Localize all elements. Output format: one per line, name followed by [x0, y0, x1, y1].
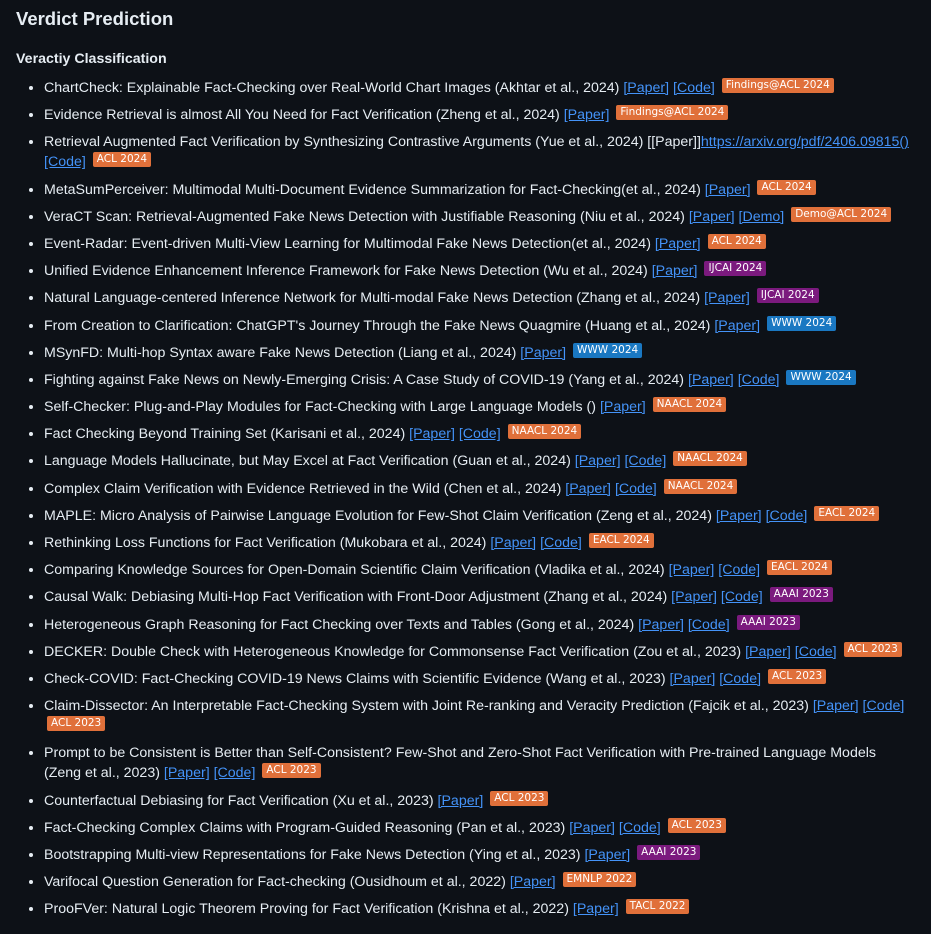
paper-link[interactable]: [Paper] — [572, 901, 619, 918]
venue-badge: AAAI 2023 — [770, 587, 833, 602]
paper-title: Causal Walk: Debiasing Multi-Hop Fact Verification with Front-Door Adjustment (Zhang et al., 2024) — [44, 589, 668, 606]
paper-title: Heterogeneous Graph Reasoning for Fact Checking over Texts and Tables (Gong et al., 2024) — [44, 616, 635, 633]
code-link[interactable]: [Code] — [794, 643, 837, 660]
paper-list-item — [44, 899, 915, 919]
venue-badge: EACL 2024 — [589, 533, 654, 548]
paper-link[interactable]: [Paper] — [669, 670, 716, 687]
paper-title: Rethinking Loss Functions for Fact Verification (Mukobara et al., 2024) — [44, 535, 487, 551]
paper-link[interactable]: [Paper] — [599, 399, 646, 416]
venue-badge: Demo@ACL 2024 — [791, 207, 891, 222]
code-link[interactable]: [Code] — [618, 819, 661, 836]
paper-title: Bootstrapping Multi-view Representations for Fake News Detection (Ying et al., 2023) — [44, 846, 581, 863]
venue-badge: EMNLP 2022 — [563, 872, 637, 887]
code-link[interactable]: [Code] — [614, 480, 657, 497]
paper-title: MAPLE: Micro Analysis of Pairwise Language Evolution for Few-Shot Claim Verification (Zeng et al., 2024) — [44, 507, 712, 524]
venue-badge: TACL 2022 — [626, 899, 690, 914]
venue-badge: ACL 2023 — [490, 791, 548, 806]
venue-badge: ACL 2023 — [47, 716, 105, 731]
venue-badge: NAACL 2024 — [664, 479, 738, 494]
venue-badge: ACL 2024 — [757, 180, 815, 195]
paper-list-item — [44, 78, 915, 98]
paper-link[interactable]: [Paper] — [715, 507, 762, 524]
paper-title: MSynFD: Multi-hop Syntax aware Fake News Detection (Liang et al., 2024) — [44, 344, 517, 361]
paper-list-item — [44, 696, 915, 736]
paper-link[interactable]: [Paper] — [745, 643, 791, 660]
paper-title: Fact-Checking Complex Claims with Program-Guided Reasoning (Pan et al., 2023) — [44, 819, 566, 836]
venue-badge: ACL 2024 — [708, 234, 766, 249]
arxiv-link[interactable]: https://arxiv.org/pdf/2406.09815() — [700, 134, 909, 151]
paper-link[interactable]: [Paper] — [688, 208, 735, 225]
paper-list-item — [44, 818, 915, 838]
paper-title: Event-Radar: Event-driven Multi-View Learning for Multimodal Fake News Detection(et al., 2024) — [44, 235, 651, 252]
paper-list-item — [44, 479, 915, 499]
paper-list-item — [44, 105, 915, 125]
venue-badge: ACL 2023 — [768, 669, 826, 684]
code-link[interactable]: [Code] — [44, 154, 86, 171]
paper-list-item — [44, 180, 915, 200]
venue-badge: AAAI 2023 — [737, 615, 800, 630]
paper-title: Complex Claim Verification with Evidence Retrieved in the Wild (Chen et al., 2024) — [44, 480, 562, 497]
paper-title: Natural Language-centered Inference Network for Multi-modal Fake News Detection (Zhang et al., 2024) — [44, 290, 701, 307]
paper-title: Language Models Hallucinate, but May Excel at Fact Verification (Guan et al., 2024) — [44, 453, 571, 470]
paper-title: Unified Evidence Enhancement Inference Framework for Fake News Detection (Wu et al., 2024) — [44, 263, 648, 280]
paper-list-item — [44, 587, 915, 607]
code-link[interactable]: [Code] — [720, 589, 763, 606]
paper-title: Comparing Knowledge Sources for Open-Domain Scientific Claim Verification (Vladika et al., 2024) — [44, 562, 665, 579]
venue-badge: WWW 2024 — [767, 316, 836, 331]
paper-list-item — [44, 743, 915, 783]
paper-list-item — [44, 506, 915, 526]
paper-title: From Creation to Clarification: ChatGPT's Journey Through the Fake News Quagmire (Huang et al., 2024) — [44, 317, 711, 334]
venue-badge: WWW 2024 — [786, 370, 855, 385]
paper-link[interactable]: [Paper] — [671, 589, 717, 606]
paper-title: Fact Checking Beyond Training Set (Karisani et al., 2024) — [44, 426, 406, 443]
paper-link[interactable]: [Paper] — [704, 290, 750, 307]
paper-link[interactable]: [Paper] — [623, 80, 670, 96]
paper-link[interactable]: [Paper] — [584, 846, 631, 863]
venue-badge: Findings@ACL 2024 — [722, 78, 834, 93]
paper-list-item — [44, 132, 915, 172]
paper-title: Counterfactual Debiasing for Fact Verification (Xu et al., 2023) — [44, 792, 434, 809]
paper-list-item — [44, 343, 915, 363]
paper-title: Varifocal Question Generation for Fact-checking (Ousidhoum et al., 2022) — [44, 874, 506, 891]
venue-badge: ACL 2024 — [93, 152, 151, 167]
paper-title: DECKER: Double Check with Heterogeneous Knowledge for Commonsense Fact Verification (Zou et al., 2023) — [44, 643, 742, 660]
venue-badge: Findings@ACL 2024 — [616, 105, 728, 120]
paper-link[interactable]: [Paper] — [490, 535, 537, 551]
paper-list-item — [44, 261, 915, 281]
venue-badge: NAACL 2024 — [508, 424, 582, 439]
venue-badge: WWW 2024 — [573, 343, 642, 358]
paper-list-item — [44, 872, 915, 892]
paper-title: VeraCT Scan: Retrieval-Augmented Fake News Detection with Justifiable Reasoning (Niu et al., 2024) — [44, 208, 685, 225]
paper-list-item — [44, 234, 915, 254]
paper-link[interactable]: [Paper] — [688, 371, 734, 388]
paper-title: Claim-Dissector: An Interpretable Fact-Checking System with Joint Re-ranking and Veracity Prediction (Fajcik et al., 2023) — [44, 698, 809, 715]
code-link[interactable]: [Code] — [213, 765, 256, 782]
code-link[interactable]: [Code] — [862, 698, 905, 715]
section-heading: Verdict Prediction — [16, 8, 174, 29]
paper-list-item — [44, 370, 915, 390]
paper-list-item — [44, 424, 915, 444]
subsection-heading: Veractiy Classification — [16, 51, 167, 67]
paper-link[interactable]: [Paper] — [565, 480, 611, 497]
code-link[interactable]: [Code] — [624, 453, 667, 470]
paper-list-item — [44, 560, 915, 580]
paper-link[interactable]: [Paper] — [563, 107, 610, 124]
paper-link[interactable]: [Paper] — [437, 792, 484, 809]
paper-list-item — [44, 642, 915, 662]
code-link[interactable]: [Code] — [719, 670, 762, 687]
paper-link[interactable]: [Paper] — [409, 426, 455, 443]
paper-list-item — [44, 316, 915, 336]
venue-badge: AAAI 2023 — [637, 845, 700, 860]
venue-badge: NAACL 2024 — [653, 397, 727, 412]
paper-title: Evidence Retrieval is almost All You Need for Fact Verification (Zheng et al., 2024) — [44, 107, 560, 124]
paper-title: Retrieval Augmented Fact Verification by Synthesizing Contrastive Arguments (Yue et al., 2024) [[Paper]] — [44, 134, 701, 151]
paper-link[interactable]: [Paper] — [509, 874, 556, 891]
venue-badge: ACL 2023 — [668, 818, 726, 833]
code-link[interactable]: [Code] — [673, 80, 715, 96]
paper-link[interactable]: [Paper] — [704, 181, 751, 198]
venue-badge: IJCAI 2024 — [704, 261, 766, 276]
code-link[interactable]: [Code] — [458, 426, 501, 443]
paper-list-item — [44, 397, 915, 417]
venue-badge: EACL 2024 — [814, 506, 879, 521]
demo-link[interactable]: [Demo] — [738, 208, 785, 225]
code-link[interactable]: [Code] — [687, 616, 730, 633]
paper-title: Prompt to be Consistent is Better than Self-Consistent? Few-Shot and Zero-Shot Fact Verification with Pre-trained Language Models (Zeng et al., 2023) — [44, 745, 876, 782]
code-link[interactable]: [Code] — [765, 507, 808, 524]
paper-link[interactable]: [Paper] — [812, 698, 859, 715]
paper-list-item — [44, 207, 915, 227]
paper-title: Fighting against Fake News on Newly-Emerging Crisis: A Case Study of COVID-19 (Yang et al., 2024) — [44, 371, 685, 388]
paper-link[interactable]: [Paper] — [668, 562, 715, 579]
paper-title: ProoFVer: Natural Logic Theorem Proving for Fact Verification (Krishna et al., 2022) — [44, 901, 569, 918]
venue-badge: ACL 2023 — [844, 642, 902, 657]
paper-title: MetaSumPerceiver: Multimodal Multi-Document Evidence Summarization for Fact-Checking(et al., 2024) — [44, 181, 701, 198]
venue-badge: ACL 2023 — [262, 763, 320, 778]
paper-link[interactable]: [Paper] — [651, 263, 698, 280]
paper-list-item — [44, 451, 915, 471]
code-link[interactable]: [Code] — [718, 562, 761, 579]
paper-list-item — [44, 845, 915, 865]
paper-link[interactable]: [Paper] — [569, 819, 615, 836]
paper-list-item — [44, 288, 915, 308]
code-link[interactable]: [Code] — [540, 535, 582, 551]
paper-list-item — [44, 669, 915, 689]
paper-link[interactable]: [Paper] — [163, 765, 210, 782]
paper-link[interactable]: [Paper] — [714, 317, 761, 334]
paper-list-item — [44, 615, 915, 635]
paper-list — [16, 78, 915, 919]
paper-title: Check-COVID: Fact-Checking COVID-19 News Claims with Scientific Evidence (Wang et al., 2023) — [44, 670, 666, 687]
paper-link[interactable]: [Paper] — [638, 616, 684, 633]
paper-link[interactable]: [Paper] — [520, 344, 567, 361]
paper-link[interactable]: [Paper] — [574, 453, 621, 470]
venue-badge: NAACL 2024 — [673, 451, 747, 466]
paper-list-item — [44, 533, 915, 553]
code-link[interactable]: [Code] — [737, 371, 780, 388]
paper-title: ChartCheck: Explainable Fact-Checking over Real-World Chart Images (Akhtar et al., 2024) — [44, 80, 620, 96]
venue-badge: IJCAI 2024 — [757, 288, 819, 303]
paper-link[interactable]: [Paper] — [654, 235, 701, 252]
venue-badge: EACL 2024 — [767, 560, 832, 575]
paper-title: Self-Checker: Plug-and-Play Modules for Fact-Checking with Large Language Models () — [44, 399, 597, 416]
paper-list-item — [44, 791, 915, 811]
